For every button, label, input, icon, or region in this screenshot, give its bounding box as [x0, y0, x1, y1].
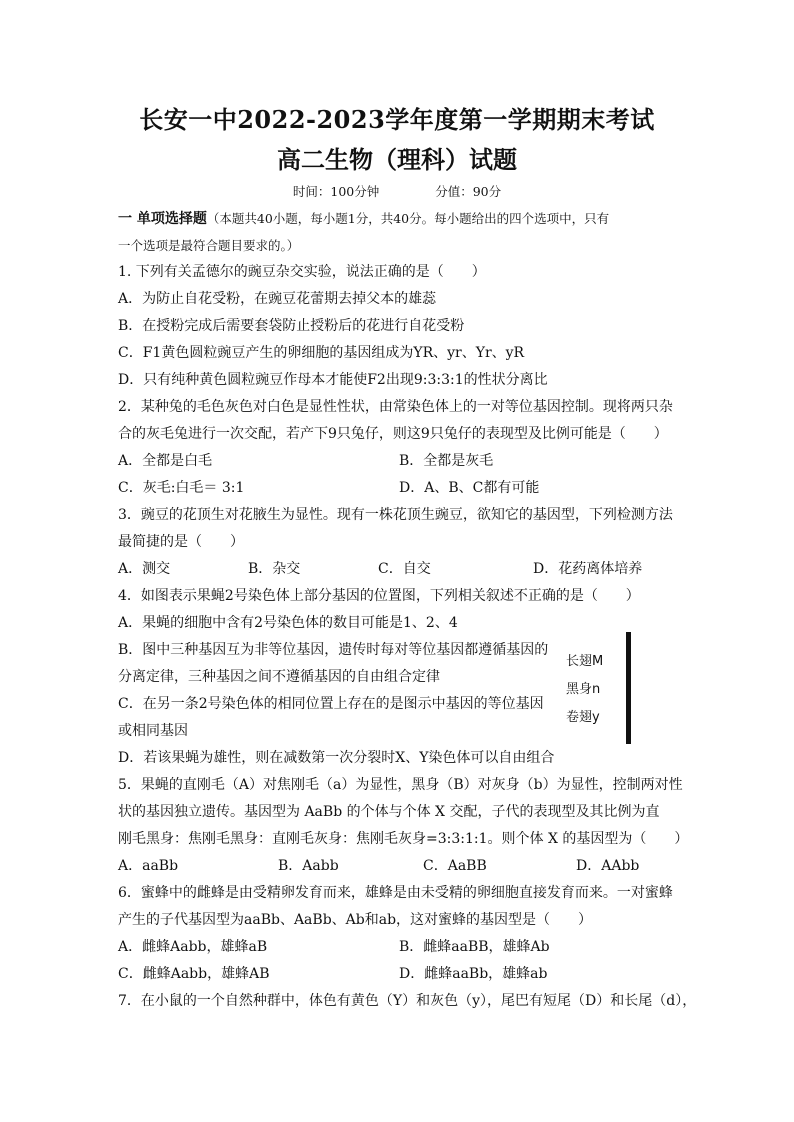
q6-stem-1: 6．蜜蜂中的雌蜂是由受精卵发育而来，雄蜂是由未受精的卵细胞直接发育而来。一对蜜蜂: [118, 885, 673, 901]
q5-options: [118, 853, 680, 880]
q2-stem-1: 2．某种兔的毛色灰色对白色是显性性状，由常染色体上的一对等位基因控制。现将两只杂: [118, 399, 673, 415]
q6-option-c: C．雌蜂Aabb，雄蜂AB: [118, 966, 270, 982]
exam-subtitle: 高二生物（理科）试题: [277, 145, 517, 174]
q6-option-d: D．雌蜂aaBb，雄蜂ab: [399, 966, 548, 982]
q6-option-b: B．雌蜂aaBB，雄蜂Ab: [399, 939, 550, 955]
q3-option-b: B．杂交: [248, 561, 301, 577]
q1-option-d: D．只有纯种黄色圆粒豌豆作母本才能使F2出现9:3:3:1的性状分离比: [118, 372, 548, 388]
q2-option-a: A．全都是白毛: [118, 453, 213, 469]
gene-label-1: [566, 650, 603, 669]
q3-option-d: D．花药离体培养: [533, 561, 643, 577]
section-heading-line: [118, 205, 680, 232]
q6-option-a: A．雌蜂Aabb，雄蜂aB: [118, 939, 268, 955]
chromosome-figure: [566, 632, 646, 746]
section-desc-2: 一个选项是最符合题目要求的。）: [118, 238, 300, 253]
q6-options-cd: [118, 961, 680, 988]
q4-option-a: A．果蝇的细胞中含有2号染色体的数目可能是1、2、4: [118, 615, 458, 631]
q5-stem-2: 状的基因独立遗传。基因型为 AaBb 的个体与个体 X 交配，子代的表现型及其比例为直: [118, 804, 660, 820]
q3-option-c: C．自交: [378, 561, 431, 577]
q5-stem-3: 刚毛黑身：焦刚毛黑身：直刚毛灰身：焦刚毛灰身=3:3:1:1。则个体 X 的基因型为（ ）: [118, 831, 689, 847]
section-heading: 一 单项选择题: [118, 211, 207, 227]
exam-time: 时间：100分钟: [292, 184, 380, 199]
q2-option-c: C．灰毛:白毛＝ 3:1: [118, 480, 245, 496]
q4-option-c-1: C．在另一条2号染色体的相同位置上存在的是图示中基因的等位基因: [118, 696, 544, 712]
q6-options-ab: [118, 934, 680, 961]
gene-text-3: 卷翅y: [566, 710, 600, 725]
section-desc-1: （本题共40小题，每小题1分，共40分。每小题给出的四个选项中，只有: [206, 211, 610, 226]
q1-option-b: B．在授粉完成后需要套袋防止授粉后的花进行自花受粉: [118, 318, 465, 334]
exam-body: [118, 205, 697, 1015]
q3-option-a: A．测交: [118, 561, 171, 577]
q5-option-d: D．AAbb: [576, 858, 640, 874]
q3-stem-1: 3．豌豆的花顶生对花腋生为显性。现有一株花顶生豌豆，欲知它的基因型，下列检测方法: [118, 507, 673, 523]
q4-option-b-1: B．图中三种基因互为非等位基因，遗传时每对等位基因都遵循基因的: [118, 642, 549, 658]
gene-label-3: [566, 706, 600, 725]
q4-option-c-2: 或相同基因: [118, 723, 188, 739]
q5-stem-1: 5．果蝇的直刚毛（A）对焦刚毛（a）为显性，黑身（B）对灰身（b）为显性，控制两对性: [118, 777, 683, 793]
q2-option-d: D．A、B、C都有可能: [399, 480, 540, 496]
q1-stem: 1. 下列有关孟德尔的豌豆杂交实验，说法正确的是（ ）: [118, 264, 486, 280]
q5-option-c: C．AaBB: [423, 858, 487, 874]
q5-option-a: A．aaBb: [118, 858, 179, 874]
gene-label-2: [566, 678, 600, 697]
chromosome-bar: [626, 632, 631, 744]
q4-option-b-2: 分离定律，三种基因之间不遵循基因的自由组合定律: [118, 669, 440, 685]
q2-option-b: B．全都是灰毛: [399, 453, 494, 469]
q4-option-d: D．若该果蝇为雄性，则在减数第一次分裂时X、Y染色体可以自由组合: [118, 750, 555, 766]
q2-options-cd: [118, 475, 680, 502]
exam-meta: [0, 182, 794, 200]
q2-stem-2: 合的灰毛兔进行一次交配，若产下9只兔仔，则这9只兔仔的表现型及比例可能是（ ）: [118, 426, 668, 442]
q1-option-a: A．为防止自花受粉，在豌豆花蕾期去掉父本的雄蕊: [118, 291, 437, 307]
q4-stem: 4．如图表示果蝇2号染色体上部分基因的位置图，下列相关叙述不正确的是（ ）: [118, 588, 640, 604]
gene-text-1: 长翅M: [566, 654, 604, 669]
gene-text-2: 黑身n: [566, 682, 601, 697]
q1-option-c: C．F1黄色圆粒豌豆产生的卵细胞的基因组成为YR、yr、Yr、yR: [118, 345, 525, 361]
q2-options-ab: [118, 448, 680, 475]
q3-options: [118, 556, 680, 583]
q3-stem-2: 最简捷的是（ ）: [118, 534, 244, 550]
exam-title: 长安一中2022-2023学年度第一学期期末考试: [139, 105, 655, 134]
q5-option-b: B．Aabb: [278, 858, 339, 874]
q7-stem-1: 7．在小鼠的一个自然种群中，体色有黄色（Y）和灰色（y），尾巴有短尾（D）和长尾（d），: [118, 993, 697, 1009]
exam-score: 分值：90分: [435, 184, 502, 199]
q6-stem-2: 产生的子代基因型为aaBb、AaBb、Ab和ab，这对蜜蜂的基因型是（ ）: [118, 912, 593, 928]
